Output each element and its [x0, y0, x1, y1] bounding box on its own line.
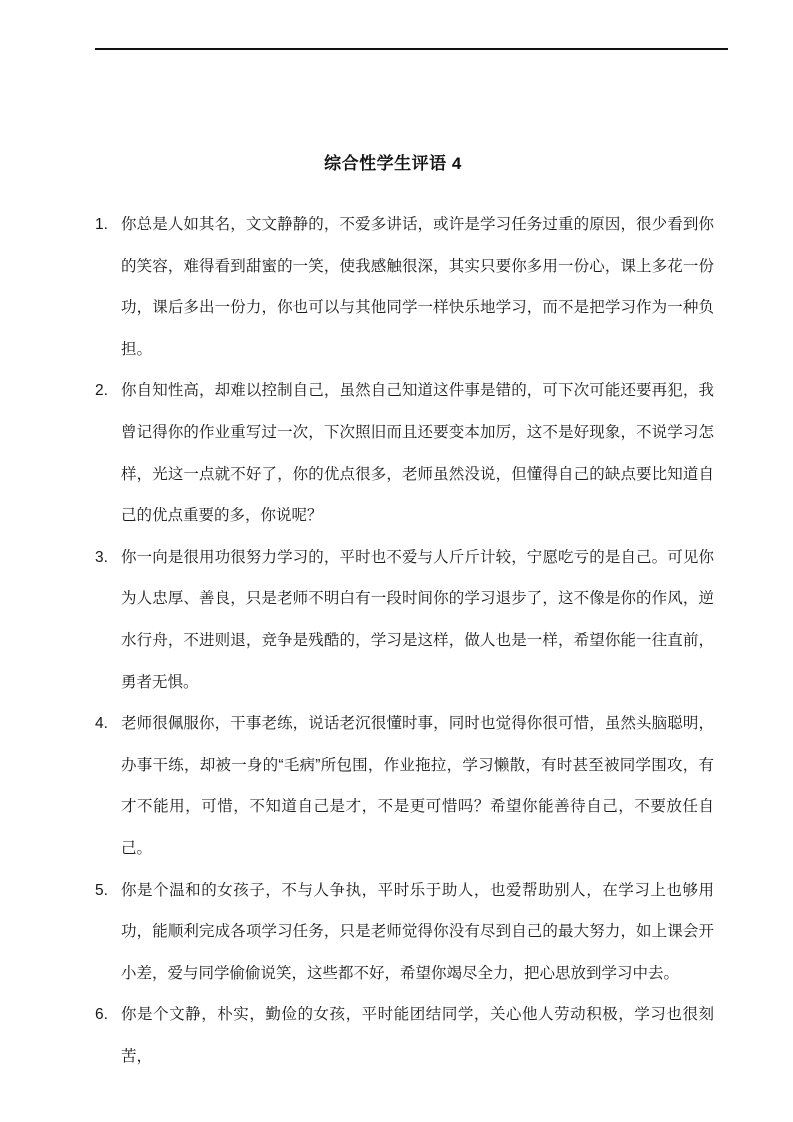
list-item [95, 537, 714, 703]
item-number: 3. [95, 548, 108, 566]
item-number: 5. [95, 881, 108, 899]
item-number: 2. [95, 382, 108, 400]
item-text: 你一向是很用功很努力学习的，平时也不爱与人斤斤计较，宁愿吃亏的是自己。可见你为人忠厚、善良，只是老师不明白有一段时间你的学习退步了，这不像是你的作风，逆水行舟，不进则退，竞争是残酷的，学习是这样，做人也是一样，希望你能一往直前，勇者无惧。 [121, 548, 714, 691]
list-item [95, 870, 714, 995]
list-item [95, 370, 714, 536]
header-rule [95, 48, 728, 50]
comment-list [95, 204, 714, 1077]
item-text: 你是个温和的女孩子，不与人争执，平时乐于助人，也爱帮助别人，在学习上也够用功，能顺利完成各项学习任务，只是老师觉得你没有尽到自己的最大努力，如上课会开小差，爱与同学偷偷说笑，这些都不好，希望你竭尽全力，把心思放到学习中去。 [121, 881, 714, 982]
item-text: 你是个文静，朴实，勤俭的女孩，平时能团结同学，关心他人劳动积极，学习也很刻苦， [121, 1006, 714, 1065]
item-text: 你总是人如其名，文文静静的，不爱多讲话，或许是学习任务过重的原因，很少看到你的笑容，难得看到甜蜜的一笑，使我感触很深，其实只要你多用一份心，课上多花一份功，课后多出一份力，你也可以与其他同学一样快乐地学习，而不是把学习作为一种负担。 [121, 216, 714, 358]
list-item [95, 994, 714, 1077]
list-item [95, 703, 714, 869]
list-item [95, 204, 714, 370]
item-text: 你自知性高，却难以控制自己，虽然自己知道这件事是错的，可下次可能还要再犯，我曾记得你的作业重写过一次，下次照旧而且还要变本加厉，这不是好现象，不说学习怎样，光这一点就不好了，你的优点很多，老师虽然没说，但懂得自己的缺点要比知道自己的优点重要的多，你说呢？ [121, 382, 714, 525]
page-title: 综合性学生评语 4 [324, 154, 462, 173]
item-number: 1. [95, 216, 108, 233]
item-number: 6. [95, 1006, 108, 1024]
item-text: 老师很佩服你，干事老练，说话老沉很懂时事，同时也觉得你很可惜，虽然头脑聪明，办事干练，却被一身的“毛病”所包围，作业拖拉，学习懒散，有时甚至被同学围攻，有才不能用，可惜，不知道自己是才，不是更可惜吗？希望你能善待自己，不要放任自己。 [121, 715, 714, 857]
item-number: 4. [95, 715, 108, 733]
